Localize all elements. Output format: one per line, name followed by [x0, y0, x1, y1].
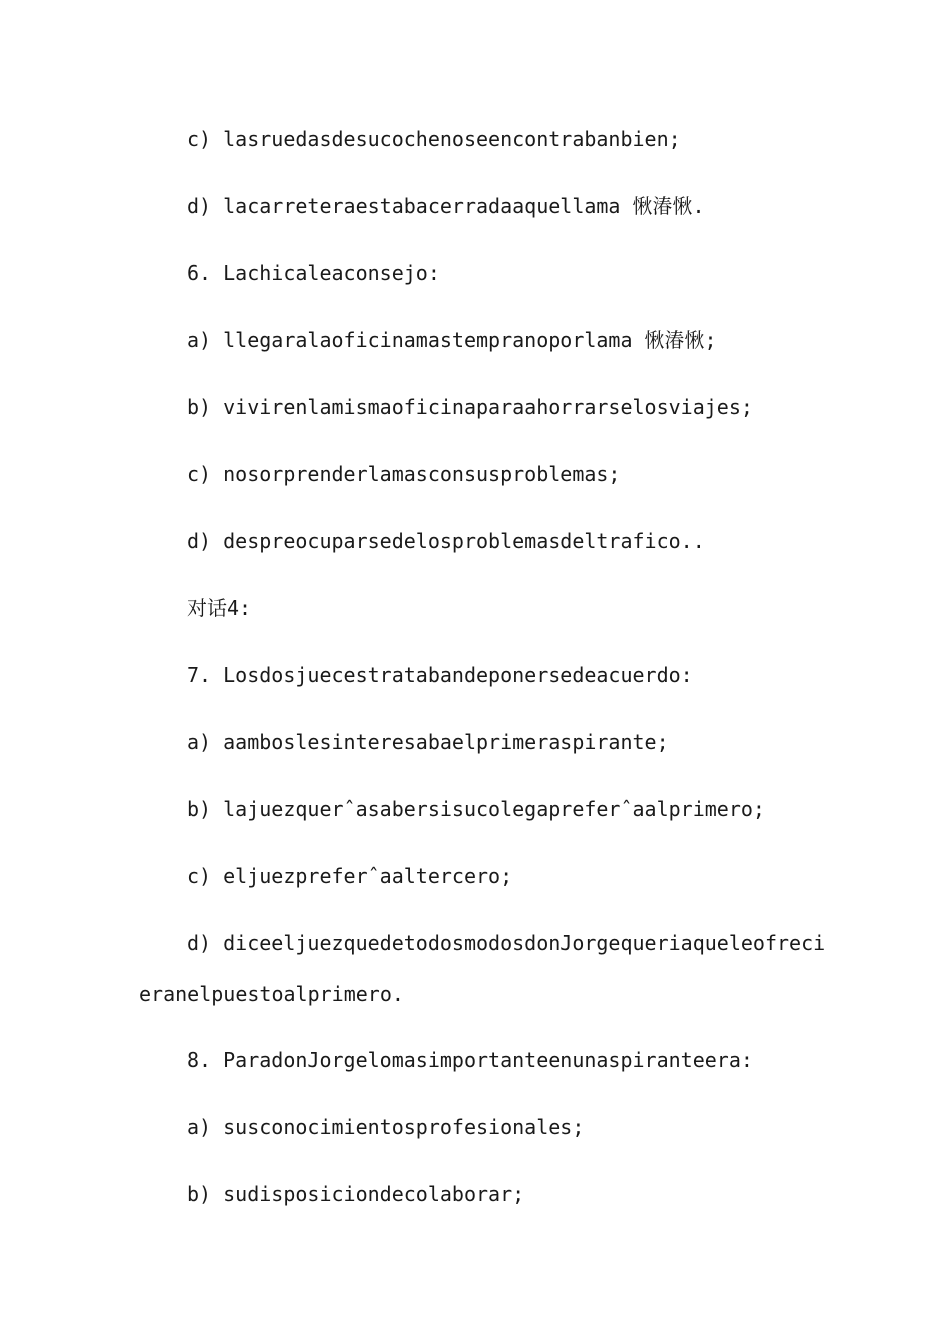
option-b-q6: b) vivirenlamismaoficinaparaahorrarselosviajes; — [187, 395, 753, 419]
question-6: 6. Lachicaleaconsejo: — [187, 261, 440, 285]
option-b-q8: b) sudisposiciondecolaborar; — [187, 1182, 525, 1206]
question-7: 7. Losdosjuecestratabandeponersedeacuerdo: — [187, 663, 693, 687]
option-b-q7: b) lajuezquerˆasabersisucolegapreferˆaalprimero; — [187, 797, 765, 821]
section-heading-dialog-4: 对话4: — [187, 596, 252, 620]
option-c-q7: c) eljuezpreferˆaaltercero; — [187, 864, 513, 888]
option-c-q6: c) nosorprenderlamasconsusproblemas; — [187, 462, 621, 486]
option-d-q7: d) diceeljuezquedetodosmodosdonJorgequeriaqueleofreci — [187, 931, 826, 955]
question-8: 8. ParadonJorgelomasimportanteenunaspiranteera: — [187, 1048, 753, 1072]
option-d-q7-continued: eranelpuestoalprimero. — [139, 982, 404, 1006]
option-a-q8: a) susconocimientosprofesionales; — [187, 1115, 585, 1139]
option-a-q6: a) llegaralaoficinamastempranoporlama 愀湷愀; — [187, 328, 717, 352]
option-d-q6: d) despreocuparsedelosproblemasdeltrafico.. — [187, 529, 705, 553]
option-a-q7: a) aamboslesinteresabaelprimeraspirante; — [187, 730, 669, 754]
option-c-q5: c) lasruedasdesucochenoseencontrabanbien; — [187, 127, 681, 151]
option-d-q5: d) lacarreteraestabacerradaaquellama 愀湷愀. — [187, 194, 705, 218]
